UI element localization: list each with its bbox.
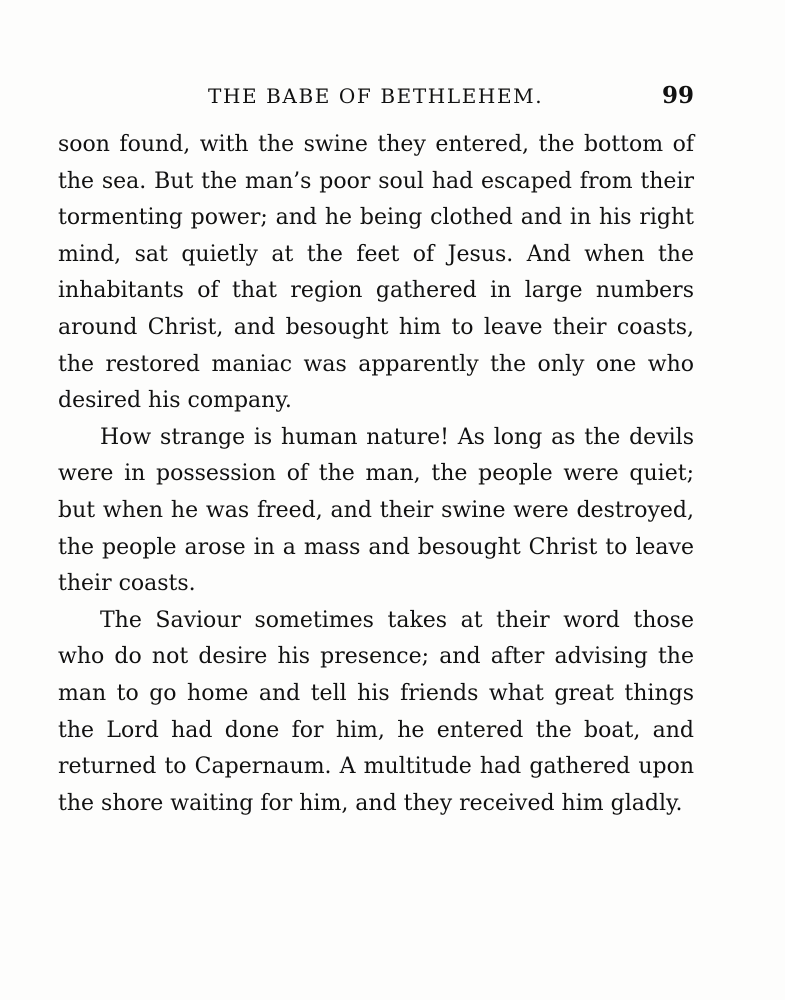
running-title: THE BABE OF BETHLEHEM.: [208, 84, 544, 108]
paragraph-1: soon found, with the swine they entered, the bottom of the sea. But the man’s poor soul had escaped from their tormenting power; and he being clothed and in his right mind, sat quietly at the feet of Jesus. And when the inhabitants of that region gathered in large numbers around Christ, and besought him to leave their coasts, the restored maniac was apparently the only one who desired his company.: [58, 132, 694, 414]
running-head: [58, 82, 694, 112]
body-text: [58, 127, 694, 822]
paragraph-2: How strange is human nature! As long as the devils were in possession of the man, the people were quiet; but when he was freed, and their swine were destroyed, the people arose in a mass and besought Christ to leave their coasts.: [58, 424, 694, 597]
paragraph-3: The Saviour sometimes takes at their word those who do not desire his presence; and after advising the man to go home and tell his friends what great things the Lord had done for him, he entered the boat, and returned to Capernaum. A multitude had gathered upon the shore waiting for him, and they received him gladly.: [58, 607, 694, 816]
page-number: 99: [661, 82, 694, 109]
